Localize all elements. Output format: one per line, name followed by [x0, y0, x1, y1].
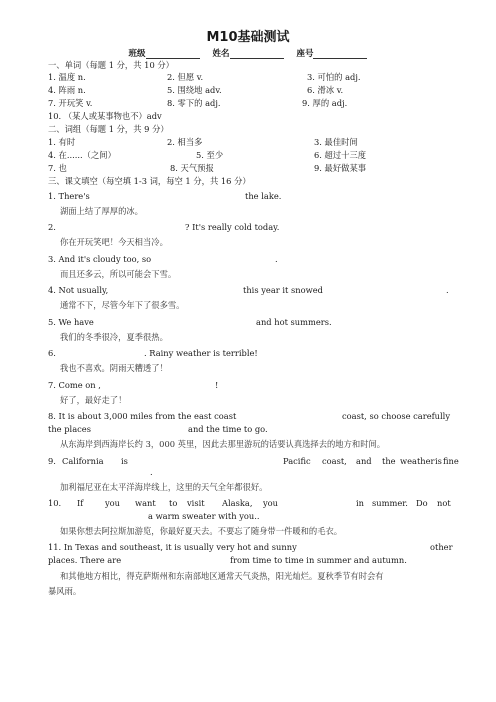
q10-text: not: [437, 498, 451, 508]
vocab-item: 6. 滑冰 v.: [307, 85, 344, 95]
q1-text: the lake.: [245, 191, 282, 201]
q8-text: the places: [48, 424, 91, 434]
q9-translation: 加利福尼亚在太平洋海岸线上，这里的天气全年都很好。: [60, 482, 268, 492]
class-field[interactable]: [146, 49, 200, 59]
phrase-item: 6. 超过十三度: [314, 150, 367, 160]
q3-translation: 而且还多云，所以可能会下雪。: [60, 269, 177, 279]
q10-text: visit: [187, 498, 205, 508]
q2-text: 2.: [48, 222, 56, 232]
q7-text: 7. Come on ,: [48, 380, 101, 390]
q11-translation: 和其他地方相比，得克萨斯州和东南部地区通常天气炎热，阳光灿烂。夏秋季节有时会有: [60, 571, 384, 581]
q4-text: .: [446, 285, 449, 295]
vocab-item: 5. 围绕地 adv.: [167, 85, 222, 95]
q10-text: to: [169, 498, 178, 508]
q9-text: 9.: [48, 456, 56, 466]
phrase-item: 1. 有时: [48, 137, 76, 147]
q9-text: .: [150, 467, 153, 477]
q5-translation: 我们的冬季很冷，夏季很热。: [60, 332, 168, 342]
q10-text: a warm sweater with you..: [148, 511, 260, 521]
q4-text: this year it snowed: [243, 285, 323, 295]
phrase-item: 7. 也: [48, 163, 67, 173]
q10-text: want: [135, 498, 156, 508]
q10-text: Alaska,: [222, 498, 253, 508]
q9-text: the: [382, 456, 396, 466]
phrase-item: 5. 至少: [196, 150, 224, 160]
q2-translation: 你在开玩笑吧！今天相当冷。: [60, 237, 168, 247]
q6-text: . Rainy weather is terrible!: [144, 348, 258, 358]
q11-text: places. There are: [48, 555, 122, 565]
q1-text: 1. There's: [48, 191, 90, 201]
q9-text: California: [62, 456, 104, 466]
q9-text: Pacific: [283, 456, 311, 466]
section1-heading: 一、单词（每题 1 分，共 10 分）: [48, 60, 174, 70]
seat-label: 座号: [296, 49, 314, 59]
q2-text: ? It's really cold today.: [185, 222, 280, 232]
phrase-item: 2. 相当多: [167, 137, 203, 147]
q11-text: 11. In Texas and southeast, it is usually very hot and sunny: [48, 542, 297, 552]
q10-text: Do: [416, 498, 428, 508]
q9-text: is: [121, 456, 128, 466]
q8-text: and the time to go.: [188, 424, 268, 434]
q3-text: .: [275, 254, 278, 264]
q11-text: other: [430, 542, 453, 552]
vocab-item: 10. （某人或某事物也不）adv: [48, 111, 162, 121]
name-field[interactable]: [230, 49, 284, 59]
vocab-item: 7. 开玩笑 v.: [48, 98, 93, 108]
phrase-item: 9. 最好做某事: [314, 163, 367, 173]
page-title: M10基础测试: [206, 30, 290, 45]
q6-text: 6.: [48, 348, 56, 358]
student-info-line: [0, 47, 496, 59]
section2-heading: 二、词组（每题 1 分，共 9 分）: [48, 124, 169, 134]
q11-text: from time to time in summer and autumn.: [230, 555, 407, 565]
q8-translation: 从东海岸到西海岸长约 3，000 英里，因此去那里游玩的话要认真选择去的地方和时间。: [60, 439, 386, 449]
q10-translation: 如果你想去阿拉斯加游览，你最好夏天去。不要忘了随身带一件暖和的毛衣。: [60, 526, 343, 536]
vocab-item: 8. 零下的 adj.: [167, 98, 221, 108]
q10-text: If: [77, 498, 84, 508]
q9-text: coast,: [322, 456, 347, 466]
vocab-item: 1. 温度 n.: [48, 72, 86, 82]
q1-translation: 湖面上结了厚厚的冰。: [60, 206, 143, 216]
section3-heading: 三、课文填空（每空填 1-3 词，每空 1 分，共 16 分）: [48, 176, 251, 186]
q8-text: coast, so choose carefully: [342, 411, 451, 421]
q7-translation: 好了，最好走了！: [60, 395, 127, 405]
class-label: 班级: [128, 49, 146, 59]
vocab-item: 4. 阵雨 n.: [48, 85, 86, 95]
vocab-item: 3. 可怕的 adj.: [307, 72, 361, 82]
q10-text: you: [105, 498, 121, 508]
q10-text: 10.: [48, 498, 62, 508]
name-label: 姓名: [212, 49, 230, 59]
q6-translation: 我也不喜欢。阴雨天糟透了！: [60, 363, 168, 373]
q11-translation: 暴风雨。: [48, 586, 82, 596]
q9-text: and: [356, 456, 372, 466]
q4-translation: 通常不下，尽管今年下了很多雪。: [60, 300, 185, 310]
q5-text: 5. We have: [48, 317, 94, 327]
vocab-item: 9. 厚的 adj.: [302, 98, 348, 108]
q10-text: you: [263, 498, 279, 508]
phrase-item: 4. 在......（之间）: [48, 150, 116, 160]
q10-text: summer.: [372, 498, 408, 508]
q9-text: weather: [400, 456, 435, 466]
phrase-item: 3. 最佳时间: [314, 137, 358, 147]
q8-text: 8. It is about 3,000 miles from the east coast: [48, 411, 237, 421]
q3-text: 3. And it's cloudy too, so: [48, 254, 152, 264]
q5-text: and hot summers.: [256, 317, 332, 327]
q4-text: 4. Not usually,: [48, 285, 109, 295]
phrase-item: 8. 天气预报: [170, 163, 214, 173]
q9-text: fine: [443, 456, 459, 466]
seat-field[interactable]: [313, 49, 367, 59]
vocab-item: 2. 但愿 v.: [167, 72, 204, 82]
q10-text: in: [356, 498, 364, 508]
q9-text: is: [435, 456, 442, 466]
q7-text: !: [215, 380, 219, 390]
